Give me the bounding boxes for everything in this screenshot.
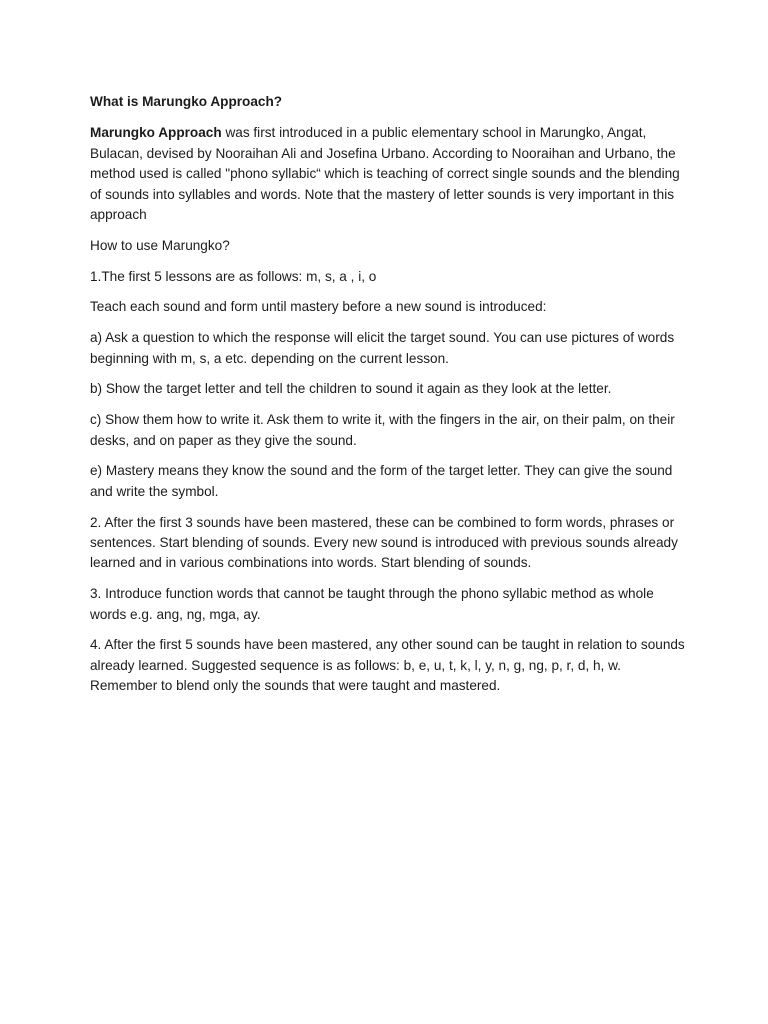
intro-paragraph: [90, 123, 690, 225]
document-body: [90, 92, 690, 707]
step-1-paragraph: 1.The first 5 lessons are as follows: m, s, a , i, o: [90, 268, 377, 284]
step-4-paragraph: 4. After the first 5 sounds have been mastered, any other sound can be taught in relation to sounds already learned. Suggested sequence is as follows: b, e, u, t, k, l, y, n, g, ng, p, r, d, h, w. Remember to blend only the sounds that were taught and mastered.: [90, 637, 685, 694]
item-b-paragraph: b) Show the target letter and tell the children to sound it again as they look at the letter.: [90, 381, 612, 397]
item-e-paragraph: e) Mastery means they know the sound and the form of the target letter. They can give the sound and write the symbol.: [90, 463, 673, 499]
intro-term: Marungko Approach: [90, 125, 222, 141]
step-2-paragraph: 2. After the first 3 sounds have been mastered, these can be combined to form words, phrases or sentences. Start blending of sounds. Every new sound is introduced with previous sounds already learned and in various combinations into words. Start blending of sounds.: [90, 514, 678, 571]
step-3-paragraph: 3. Introduce function words that cannot be taught through the phono syllabic method as whole words e.g. ang, ng, mga, ay.: [90, 586, 654, 622]
document-title: What is Marungko Approach?: [90, 94, 283, 109]
teach-instruction-paragraph: Teach each sound and form until mastery before a new sound is introduced:: [90, 299, 547, 315]
intro-text: was first introduced in a public elementary school in Marungko, Angat, Bulacan, devised by Nooraihan Ali and Josefina Urbano. According to Nooraihan and Urbano, the method used is called "phono syllabic“ which is teaching of correct single sounds and the blending of sounds into syllables and words. Note that the mastery of letter sounds is very important in this approach: [90, 125, 680, 223]
item-a-paragraph: a) Ask a question to which the response will elicit the target sound. You can use pictures of words beginning with m, s, a etc. depending on the current lesson.: [90, 330, 675, 366]
item-c-paragraph: c) Show them how to write it. Ask them to write it, with the fingers in the air, on their palm, on their desks, and on paper as they give the sound.: [90, 412, 675, 448]
how-to-heading: How to use Marungko?: [90, 237, 230, 253]
